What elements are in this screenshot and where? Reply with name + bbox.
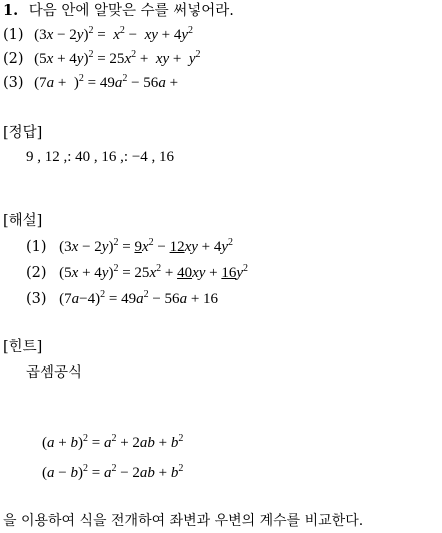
problem-equation-2: $(5x + 4y)^2 = 25x^2$ + xy + $y^2$ [34,49,201,67]
problem-item-3 [3,74,178,92]
explanation-item-3 [26,290,218,308]
item-label: (1) [3,27,24,43]
problem-item-2 [3,50,201,68]
item-label: (2) [26,265,47,281]
problem-equation-1: $(3x - 2y)^2 = x^2$ − xy + $4y^2$ [34,25,194,43]
item-label: (3) [26,291,47,307]
problem-instruction: 다음 안에 알맞은 수를 써넣어라. [28,3,234,19]
explanation-item-1 [26,238,233,256]
hint-conclusion: 을 이용하여 식을 전개하여 좌변과 우변의 계수를 비교한다. [3,513,364,529]
explanation-equation-1: $(3x - 2y)^2 = 9x^2 - 12xy + 4y^2$ [59,237,234,255]
answer-heading: [정답] [3,125,43,141]
item-label: (1) [26,239,47,255]
hint-formula-2: $(a - b)^2 = a^2 - 2ab + b^2$ [42,463,184,481]
hint-title: 곱셈공식 [26,365,83,381]
problem-equation-3: $(7a + )^2 = 49a^2 - 56a$ + [34,73,179,91]
explanation-item-2 [26,264,248,282]
item-label: (3) [3,75,24,91]
problem-number: 1. [3,2,19,19]
answer-text: 9 , 12 ,: 40 , 16 ,: −4 , 16 [26,149,175,165]
explanation-equation-2: $(5x + 4y)^2 = 25x^2 + 40xy + 16y^2$ [59,263,249,281]
hint-formula-1: $(a + b)^2 = a^2 + 2ab + b^2$ [42,433,184,451]
problem-header [3,2,234,20]
explanation-heading: [해설] [3,213,43,229]
item-label: (2) [3,51,24,67]
hint-heading: [힌트] [3,339,43,355]
explanation-equation-3: $(7a-4)^2 = 49a^2 - 56a + 16$ [59,289,219,307]
problem-item-1 [3,26,193,44]
